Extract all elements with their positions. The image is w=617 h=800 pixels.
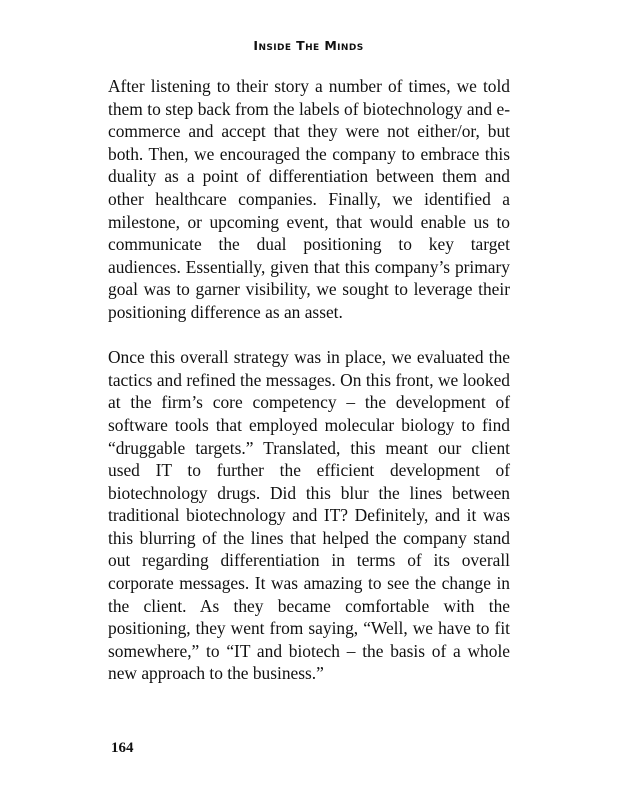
- paragraph-1: After listening to their story a number of times, we told them to step back from the labels of biotechnology and e-commerce and accept that they were not either/or, but both. Then, we encouraged the company to embrace this duality as a point of differentiation between them and other healthcare companies. Finally, we identified a milestone, or upcoming event, that would enable us to communicate the dual positioning to key target audiences. Essentially, given that this company’s primary goal was to garner visibility, we sought to leverage their positioning difference as an asset.: [108, 76, 510, 322]
- running-head: Inside The Minds: [253, 38, 364, 53]
- body-text: [108, 75, 510, 708]
- paragraph-2: Once this overall strategy was in place, we evaluated the tactics and refined the messages. On this front, we looked at the firm’s core competency – the development of software tools that employed molecular biology to find “druggable targets.” Translated, this meant our client used IT to further the efficient development of biotechnology drugs. Did this blur the lines between traditional biotechnology and IT? Definitely, and it was this blurring of the lines that helped the company stand out regarding differentiation in terms of its overall corporate messages. It was amazing to see the change in the client. As they became comfortable with the positioning, they went from saying, “Well, we have to fit somewhere,” to “IT and biotech – the basis of a whole new approach to the business.”: [108, 347, 510, 684]
- page-number: 164: [111, 740, 134, 756]
